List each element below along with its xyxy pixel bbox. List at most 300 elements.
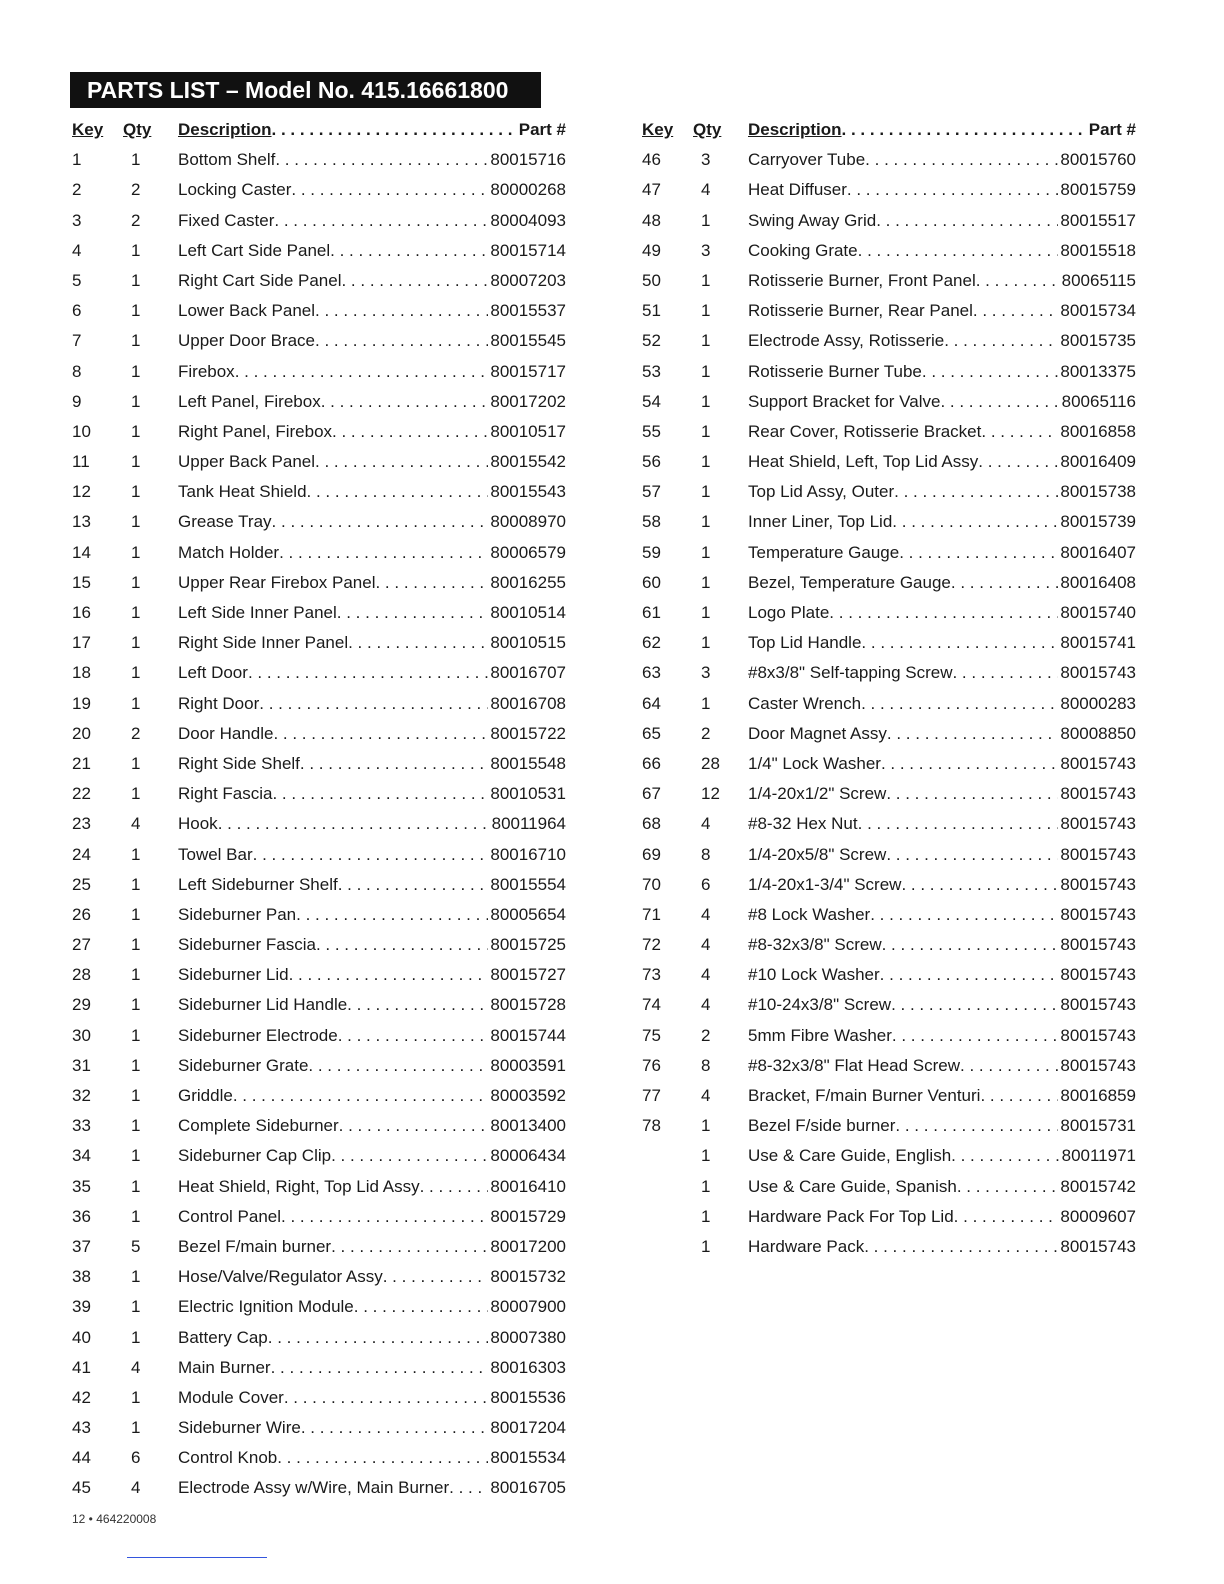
part-qty: 2 bbox=[701, 1025, 711, 1045]
part-key: 30 bbox=[72, 1025, 91, 1045]
part-qty: 1 bbox=[701, 512, 711, 532]
part-number: 80010531 bbox=[490, 784, 566, 804]
part-description: Top Lid Assy, Outer bbox=[748, 482, 895, 502]
part-number: 80015740 bbox=[1060, 603, 1136, 622]
part-key: 74 bbox=[642, 995, 661, 1015]
part-row bbox=[640, 782, 1136, 812]
part-key: 57 bbox=[642, 482, 661, 502]
part-key: 31 bbox=[72, 1055, 91, 1075]
part-key: 50 bbox=[642, 270, 661, 290]
part-key: 21 bbox=[72, 753, 91, 773]
qty-header: Qty bbox=[123, 120, 152, 139]
part-row bbox=[640, 903, 1136, 933]
part-key: 42 bbox=[72, 1387, 91, 1407]
part-qty: 2 bbox=[701, 723, 711, 743]
part-number: 80015743 bbox=[1060, 1025, 1136, 1045]
part-qty: 1 bbox=[701, 301, 711, 321]
part-key: 17 bbox=[72, 633, 91, 653]
description-header: Description bbox=[748, 120, 842, 139]
part-row bbox=[70, 963, 566, 993]
part-number: 80065115 bbox=[1061, 270, 1136, 290]
part-key: 29 bbox=[72, 995, 91, 1015]
part-number: 80015742 bbox=[1060, 1176, 1136, 1196]
part-key: 67 bbox=[642, 784, 661, 804]
part-qty: 1 bbox=[131, 1418, 141, 1438]
part-key: 10 bbox=[72, 421, 91, 441]
part-key: 32 bbox=[72, 1086, 91, 1105]
part-number: 80015743 bbox=[1060, 965, 1136, 985]
part-row bbox=[640, 209, 1136, 239]
part-number: 80015744 bbox=[490, 1025, 566, 1045]
part-qty: 1 bbox=[131, 995, 141, 1015]
part-qty: 2 bbox=[131, 723, 141, 743]
part-qty: 1 bbox=[131, 784, 141, 804]
part-qty: 8 bbox=[701, 1055, 711, 1075]
part-description: 1/4-20x1/2" Screw bbox=[748, 784, 887, 804]
part-description: Support Bracket for Valve bbox=[748, 391, 941, 411]
part-description: Right Side Inner Panel bbox=[178, 633, 349, 653]
part-qty: 1 bbox=[131, 1206, 141, 1226]
part-description: Main Burner bbox=[178, 1357, 271, 1377]
part-row bbox=[70, 390, 566, 420]
column-header bbox=[70, 118, 566, 148]
part-qty: 1 bbox=[131, 633, 141, 653]
part-description: Carryover Tube bbox=[748, 150, 866, 170]
part-key: 24 bbox=[72, 844, 91, 864]
part-number: 80015517 bbox=[1060, 210, 1136, 230]
parts-column-right bbox=[640, 118, 1136, 1265]
part-qty: 1 bbox=[131, 844, 141, 864]
part-key: 55 bbox=[642, 421, 661, 441]
part-qty: 3 bbox=[701, 663, 711, 683]
part-qty: 1 bbox=[131, 1025, 141, 1045]
part-row bbox=[640, 1054, 1136, 1084]
part-row bbox=[640, 1024, 1136, 1054]
part-key: 4 bbox=[72, 240, 82, 260]
part-row bbox=[70, 1476, 566, 1506]
part-key: 5 bbox=[72, 270, 82, 290]
part-number: 80003591 bbox=[490, 1055, 566, 1075]
part-description: Logo Plate bbox=[748, 603, 830, 622]
part-row bbox=[70, 571, 566, 601]
part-number: 80015743 bbox=[1060, 784, 1136, 804]
part-key: 64 bbox=[642, 693, 661, 713]
part-description: Inner Liner, Top Lid bbox=[748, 512, 893, 532]
part-description: 1/4-20x1-3/4" Screw bbox=[748, 874, 902, 894]
part-description: Sideburner Pan bbox=[178, 904, 297, 924]
part-qty: 1 bbox=[131, 512, 141, 532]
part-row bbox=[70, 209, 566, 239]
part-description: Sideburner Grate bbox=[178, 1055, 309, 1075]
part-qty: 1 bbox=[131, 1116, 141, 1136]
part-description: Sideburner Lid Handle bbox=[178, 995, 348, 1015]
part-row bbox=[70, 239, 566, 269]
part-qty: 1 bbox=[701, 210, 711, 230]
part-row bbox=[640, 1175, 1136, 1205]
part-row bbox=[640, 812, 1136, 842]
part-number: 80015743 bbox=[1060, 995, 1136, 1015]
part-number: 80015542 bbox=[490, 452, 566, 472]
part-key: 53 bbox=[642, 361, 661, 381]
part-row bbox=[640, 541, 1136, 571]
part-key: 33 bbox=[72, 1116, 91, 1136]
part-key: 44 bbox=[72, 1448, 91, 1468]
part-key: 71 bbox=[642, 904, 661, 924]
part-key: 26 bbox=[72, 904, 91, 924]
part-key: 6 bbox=[72, 301, 82, 321]
part-description: Hook bbox=[178, 814, 218, 834]
part-number: 80016710 bbox=[490, 844, 566, 864]
part-key: 63 bbox=[642, 663, 661, 683]
part-row bbox=[70, 1205, 566, 1235]
part-row bbox=[70, 1235, 566, 1265]
part-number: 80007900 bbox=[490, 1297, 566, 1317]
part-description: Module Cover bbox=[178, 1387, 284, 1407]
part-description: Right Door bbox=[178, 693, 260, 713]
part-qty: 1 bbox=[131, 1327, 141, 1347]
part-key: 12 bbox=[72, 482, 91, 502]
part-key: 16 bbox=[72, 603, 91, 622]
part-qty: 1 bbox=[701, 1116, 711, 1136]
part-key: 40 bbox=[72, 1327, 91, 1347]
part-description: #8-32x3/8" Flat Head Screw bbox=[748, 1055, 961, 1075]
part-qty: 1 bbox=[131, 542, 141, 562]
part-row bbox=[640, 993, 1136, 1023]
part-number: 80016255 bbox=[490, 572, 566, 592]
part-qty: 4 bbox=[701, 935, 711, 955]
part-description: Caster Wrench bbox=[748, 693, 862, 713]
part-description: Cooking Grate bbox=[748, 240, 858, 260]
part-description: Door Handle bbox=[178, 723, 274, 743]
part-qty: 1 bbox=[131, 753, 141, 773]
part-qty: 3 bbox=[701, 150, 711, 170]
part-number: 80016407 bbox=[1060, 542, 1136, 562]
part-number: 80015537 bbox=[490, 301, 566, 321]
part-number: 80010514 bbox=[490, 603, 566, 622]
part-row bbox=[70, 420, 566, 450]
part-key: 58 bbox=[642, 512, 661, 532]
part-row bbox=[70, 269, 566, 299]
part-description: #8-32 Hex Nut bbox=[748, 814, 858, 834]
part-row bbox=[70, 812, 566, 842]
part-key: 41 bbox=[72, 1357, 91, 1377]
part-description: Temperature Gauge bbox=[748, 542, 900, 562]
part-description: Use & Care Guide, Spanish bbox=[748, 1176, 957, 1196]
part-description: Griddle bbox=[178, 1086, 233, 1105]
part-number: 80015738 bbox=[1060, 482, 1136, 502]
part-qty: 1 bbox=[701, 542, 711, 562]
part-qty: 1 bbox=[131, 874, 141, 894]
part-description: Fixed Caster bbox=[178, 210, 275, 230]
part-number: 80010517 bbox=[490, 421, 566, 441]
part-row bbox=[70, 360, 566, 390]
part-qty: 1 bbox=[131, 361, 141, 381]
part-number: 80017202 bbox=[490, 391, 566, 411]
part-row bbox=[70, 993, 566, 1023]
part-qty: 28 bbox=[701, 753, 720, 773]
part-number: 80015734 bbox=[1060, 301, 1136, 321]
part-description: Rear Cover, Rotisserie Bracket bbox=[748, 421, 982, 441]
part-key: 66 bbox=[642, 753, 661, 773]
part-description: Rotisserie Burner, Front Panel bbox=[748, 270, 976, 290]
part-description: #8x3/8" Self-tapping Screw bbox=[748, 663, 953, 683]
parts-list-title: PARTS LIST – Model No. 415.16661800 bbox=[70, 72, 541, 108]
part-row bbox=[70, 1416, 566, 1446]
part-qty: 1 bbox=[131, 331, 141, 351]
description-header: Description bbox=[178, 120, 272, 139]
part-number: 80016707 bbox=[490, 663, 566, 683]
part-number: 80015760 bbox=[1060, 150, 1136, 170]
part-row bbox=[640, 1084, 1136, 1114]
part-row bbox=[70, 601, 566, 631]
part-number: 80015725 bbox=[490, 935, 566, 955]
part-qty: 1 bbox=[701, 391, 711, 411]
part-number: 80015743 bbox=[1060, 814, 1136, 834]
part-number: 80008850 bbox=[1060, 723, 1136, 743]
part-number: 80000283 bbox=[1060, 693, 1136, 713]
part-description: Left Door bbox=[178, 663, 248, 683]
part-row bbox=[70, 1084, 566, 1114]
part-description: Upper Back Panel bbox=[178, 452, 316, 472]
part-description: Left Side Inner Panel bbox=[178, 603, 337, 622]
part-key: 72 bbox=[642, 935, 661, 955]
part-qty: 1 bbox=[131, 482, 141, 502]
part-description: Right Cart Side Panel bbox=[178, 270, 342, 290]
part-number: 80015743 bbox=[1060, 874, 1136, 894]
part-qty: 1 bbox=[131, 1176, 141, 1196]
part-row bbox=[640, 722, 1136, 752]
part-row bbox=[640, 269, 1136, 299]
part-qty: 4 bbox=[701, 965, 711, 985]
part-number: 80011971 bbox=[1061, 1146, 1136, 1166]
part-row bbox=[640, 390, 1136, 420]
part-number: 80010515 bbox=[490, 633, 566, 653]
part-qty: 1 bbox=[131, 1267, 141, 1287]
part-qty: 1 bbox=[701, 331, 711, 351]
part-number: 80015554 bbox=[490, 874, 566, 894]
part-row bbox=[70, 1386, 566, 1416]
part-row bbox=[70, 1175, 566, 1205]
part-key: 45 bbox=[72, 1478, 91, 1498]
part-qty: 6 bbox=[701, 874, 711, 894]
part-row bbox=[70, 1295, 566, 1325]
part-row bbox=[640, 148, 1136, 178]
part-description: Sideburner Wire bbox=[178, 1418, 301, 1438]
part-description: Hardware Pack bbox=[748, 1236, 865, 1256]
part-description: #8 Lock Washer bbox=[748, 904, 871, 924]
part-qty: 1 bbox=[131, 1297, 141, 1317]
part-key: 15 bbox=[72, 572, 91, 592]
part-row bbox=[640, 450, 1136, 480]
part-description: Bottom Shelf bbox=[178, 150, 276, 170]
part-header: Part # bbox=[518, 120, 566, 139]
part-description: Rotisserie Burner, Rear Panel bbox=[748, 301, 973, 321]
part-row bbox=[70, 178, 566, 208]
part-key: 8 bbox=[72, 361, 82, 381]
column-header bbox=[640, 118, 1136, 148]
part-qty: 1 bbox=[701, 572, 711, 592]
part-row bbox=[70, 1114, 566, 1144]
part-qty: 2 bbox=[131, 210, 141, 230]
part-qty: 1 bbox=[131, 935, 141, 955]
part-number: 80015518 bbox=[1060, 240, 1136, 260]
part-description: Left Cart Side Panel bbox=[178, 240, 331, 260]
part-key: 61 bbox=[642, 603, 661, 622]
part-description: Sideburner Electrode bbox=[178, 1025, 338, 1045]
part-number: 80016858 bbox=[1060, 421, 1136, 441]
part-qty: 1 bbox=[701, 1176, 711, 1196]
part-qty: 1 bbox=[701, 270, 711, 290]
part-number: 80016303 bbox=[490, 1357, 566, 1377]
part-key: 34 bbox=[72, 1146, 91, 1166]
part-number: 80015728 bbox=[490, 995, 566, 1015]
part-number: 80015732 bbox=[490, 1267, 566, 1287]
decorative-rule bbox=[127, 1557, 267, 1558]
part-row bbox=[70, 299, 566, 329]
part-qty: 4 bbox=[131, 1478, 141, 1498]
part-number: 80017200 bbox=[490, 1236, 566, 1256]
part-number: 80015545 bbox=[490, 331, 566, 351]
part-key: 36 bbox=[72, 1206, 91, 1226]
part-key: 52 bbox=[642, 331, 661, 351]
part-row bbox=[70, 1326, 566, 1356]
part-number: 80015759 bbox=[1060, 180, 1136, 200]
part-description: Use & Care Guide, English bbox=[748, 1146, 952, 1166]
part-description: Electrode Assy, Rotisserie bbox=[748, 331, 945, 351]
part-number: 80016705 bbox=[490, 1478, 566, 1498]
part-row bbox=[70, 1144, 566, 1174]
part-number: 80015729 bbox=[490, 1206, 566, 1226]
part-row bbox=[640, 239, 1136, 269]
part-number: 80016410 bbox=[490, 1176, 566, 1196]
part-key: 77 bbox=[642, 1086, 661, 1105]
part-description: Right Panel, Firebox bbox=[178, 421, 333, 441]
part-description: Grease Tray bbox=[178, 512, 272, 532]
part-row bbox=[70, 1446, 566, 1476]
part-key: 1 bbox=[72, 150, 82, 170]
page-footer: 12 • 464220008 bbox=[72, 1512, 157, 1526]
part-number: 80015536 bbox=[490, 1387, 566, 1407]
part-qty: 1 bbox=[701, 1236, 711, 1256]
part-row bbox=[70, 480, 566, 510]
part-row bbox=[70, 692, 566, 722]
part-description: Match Holder bbox=[178, 542, 280, 562]
part-description: Bezel F/main burner bbox=[178, 1236, 332, 1256]
part-row bbox=[640, 178, 1136, 208]
qty-header: Qty bbox=[693, 120, 722, 139]
part-row bbox=[640, 1205, 1136, 1235]
part-qty: 1 bbox=[131, 452, 141, 472]
part-number: 80015743 bbox=[1060, 753, 1136, 773]
part-qty: 1 bbox=[701, 1146, 711, 1166]
part-qty: 1 bbox=[131, 603, 141, 622]
part-description: Upper Door Brace bbox=[178, 331, 316, 351]
part-description: Hose/Valve/Regulator Assy bbox=[178, 1267, 383, 1287]
part-number: 80016409 bbox=[1060, 452, 1136, 472]
part-key: 9 bbox=[72, 391, 82, 411]
part-qty: 2 bbox=[131, 180, 141, 200]
part-number: 80015743 bbox=[1060, 904, 1136, 924]
part-qty: 4 bbox=[701, 904, 711, 924]
part-qty: 1 bbox=[701, 633, 711, 653]
part-row bbox=[640, 571, 1136, 601]
part-row bbox=[70, 933, 566, 963]
part-number: 80015722 bbox=[490, 723, 566, 743]
parts-column-left bbox=[70, 118, 566, 1507]
part-key: 43 bbox=[72, 1418, 91, 1438]
part-description: Control Knob bbox=[178, 1448, 278, 1468]
part-key: 60 bbox=[642, 572, 661, 592]
part-description: Bezel, Temperature Gauge bbox=[748, 572, 951, 592]
part-description: Sideburner Fascia bbox=[178, 935, 316, 955]
part-key: 46 bbox=[642, 150, 661, 170]
part-key: 75 bbox=[642, 1025, 661, 1045]
part-qty: 4 bbox=[701, 814, 711, 834]
part-description: Electrode Assy w/Wire, Main Burner bbox=[178, 1478, 450, 1498]
part-row bbox=[70, 510, 566, 540]
part-number: 80007380 bbox=[490, 1327, 566, 1347]
part-number: 80015743 bbox=[1060, 1055, 1136, 1075]
part-key: 2 bbox=[72, 180, 82, 200]
part-number: 80065116 bbox=[1061, 391, 1136, 411]
part-qty: 1 bbox=[131, 663, 141, 683]
part-qty: 4 bbox=[701, 995, 711, 1015]
part-description: Tank Heat Shield bbox=[178, 482, 307, 502]
part-number: 80015743 bbox=[1060, 844, 1136, 864]
part-qty: 1 bbox=[131, 150, 141, 170]
part-qty: 1 bbox=[701, 603, 711, 622]
part-row bbox=[70, 873, 566, 903]
part-row bbox=[640, 661, 1136, 691]
part-number: 80015727 bbox=[490, 965, 566, 985]
part-description: #10 Lock Washer bbox=[748, 965, 880, 985]
part-row bbox=[70, 661, 566, 691]
part-row bbox=[70, 782, 566, 812]
part-number: 80013400 bbox=[490, 1116, 566, 1136]
part-row bbox=[640, 329, 1136, 359]
part-number: 80016408 bbox=[1060, 572, 1136, 592]
part-header: Part # bbox=[1088, 120, 1136, 139]
part-number: 80005654 bbox=[490, 904, 566, 924]
part-number: 80016708 bbox=[490, 693, 566, 713]
part-description: Towel Bar bbox=[178, 844, 253, 864]
part-number: 80015743 bbox=[1060, 663, 1136, 683]
part-qty: 1 bbox=[131, 1055, 141, 1075]
part-row bbox=[640, 843, 1136, 873]
part-description: Complete Sideburner bbox=[178, 1116, 339, 1136]
part-description: #8-32x3/8" Screw bbox=[748, 935, 882, 955]
part-number: 80015717 bbox=[490, 361, 566, 381]
part-description: #10-24x3/8" Screw bbox=[748, 995, 892, 1015]
part-qty: 5 bbox=[131, 1236, 141, 1256]
part-description: Locking Caster bbox=[178, 180, 292, 200]
part-qty: 1 bbox=[701, 452, 711, 472]
part-key: 56 bbox=[642, 452, 661, 472]
part-qty: 1 bbox=[131, 904, 141, 924]
part-row bbox=[70, 148, 566, 178]
part-key: 62 bbox=[642, 633, 661, 653]
part-key: 69 bbox=[642, 844, 661, 864]
part-description: Rotisserie Burner Tube bbox=[748, 361, 922, 381]
part-description: Electric Ignition Module bbox=[178, 1297, 354, 1317]
part-key: 39 bbox=[72, 1297, 91, 1317]
part-row bbox=[70, 1356, 566, 1386]
part-qty: 1 bbox=[131, 421, 141, 441]
part-key: 18 bbox=[72, 663, 91, 683]
part-qty: 1 bbox=[701, 421, 711, 441]
part-qty: 12 bbox=[701, 784, 720, 804]
part-number: 80015714 bbox=[490, 240, 566, 260]
